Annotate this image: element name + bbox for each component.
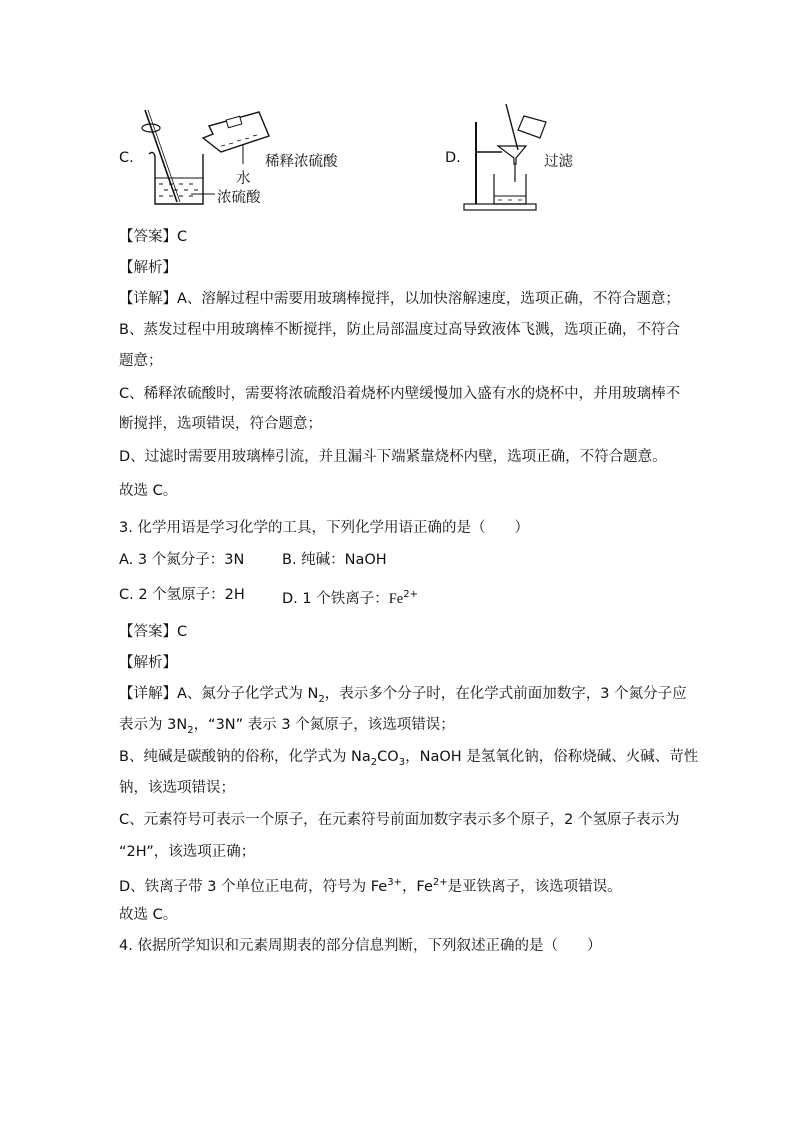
q2-conclusion: 故选 C。 — [119, 483, 178, 499]
q3-option-d — [282, 585, 418, 609]
q2-detail-b-line1: B、蒸发过程中用玻璃棒不断搅拌，防止局部温度过高导致液体飞溅，选项正确，不符合 — [119, 322, 680, 338]
q3-detail-a2-subscript: 2 — [187, 724, 194, 736]
q4-stem: 4. 依据所学知识和元素周期表的部分信息判断，下列叙述正确的是（ ） — [119, 938, 602, 954]
q3-detail-c-line1: C、元素符号可表示一个原子，在元素符号前面加数字表示多个原子，2 个氢原子表示为 — [119, 812, 680, 828]
q3-detail-b-co: CO — [377, 749, 399, 765]
water-label: 水 — [236, 171, 251, 187]
figure-c-option: C. — [119, 150, 134, 166]
q3-detail-a2-text: 表示为 3N — [119, 717, 188, 733]
q3-detail-a-line2 — [119, 715, 455, 741]
q3-detail-a-text: 【详解】A、氮分子化学式为 N — [119, 686, 319, 702]
q3-detail-d-charge-1: 3+ — [387, 877, 402, 888]
q2-detail-b-line2: 题意； — [119, 353, 163, 369]
q3-option-d-prefix: D. 1 个铁离子： — [282, 590, 389, 607]
q3-detail-a-subscript: 2 — [318, 693, 325, 705]
q3-answer: 【答案】C — [119, 624, 188, 640]
q3-detail-d-charge-2: 2+ — [432, 877, 448, 888]
q3-detail-b-subscript-1: 2 — [370, 756, 378, 768]
q3-detail-b-line2: 钠，该选项错误； — [119, 780, 235, 796]
q2-detail-c-line2: 断搅拌，选项错误，符合题意； — [119, 416, 322, 432]
q3-option-d-charge: 2+ — [403, 589, 418, 600]
figure-c-caption: 稀释浓硫酸 — [265, 154, 338, 170]
q3-detail-a2-text-end: ，“3N” 表示 3 个氮原子，该选项错误； — [193, 717, 455, 733]
q3-detail-d-text-end: 是亚铁离子，该选项错误。 — [447, 878, 622, 895]
q3-analysis-heading: 【解析】 — [119, 655, 177, 671]
figure-d-option: D. — [445, 150, 461, 166]
q2-detail-c-line1: C、稀释浓硫酸时，需要将浓硫酸沿着烧杯内壁缓慢加入盛有水的烧杯中，并用玻璃棒不 — [119, 386, 681, 402]
q3-detail-d-text: D、铁离子带 3 个单位正电荷，符号为 Fe — [119, 878, 388, 895]
q2-analysis-heading: 【解析】 — [119, 260, 177, 276]
q3-detail-a-text-end: ，表示多个分子时，在化学式前面加数字，3 个氮分子应 — [324, 686, 687, 702]
q3-option-b: B. 纯碱：NaOH — [282, 552, 387, 568]
q3-detail-b-text-end: ，NaOH 是氢氧化钠，俗称烧碱、火碱、苛性 — [405, 749, 699, 765]
q3-detail-b-line1 — [119, 747, 698, 773]
q3-option-a: A. 3 个氮分子：3N — [119, 552, 245, 568]
q3-detail-d — [119, 873, 622, 897]
q3-detail-d-fe: ，Fe — [401, 878, 433, 895]
concentrated-acid-label: 浓硫酸 — [217, 190, 261, 206]
figure-d-caption: 过滤 — [544, 154, 573, 170]
q3-detail-c-line2: “2H”，该选项正确； — [119, 844, 256, 860]
q3-option-d-symbol: Fe — [388, 590, 404, 607]
q2-detail-a: 【详解】A、溶解过程中需要用玻璃棒搅拌，以加快溶解速度，选项正确，不符合题意； — [119, 291, 680, 307]
q3-conclusion: 故选 C。 — [119, 907, 178, 923]
q3-detail-a-line1 — [119, 684, 687, 710]
q3-detail-b-text: B、纯碱是碳酸钠的俗称，化学式为 Na — [119, 749, 371, 765]
q3-stem: 3. 化学用语是学习化学的工具，下列化学用语正确的是（ ） — [119, 520, 529, 536]
q3-option-c: C. 2 个氢原子：2H — [119, 587, 245, 603]
q2-detail-d: D、过滤时需要用玻璃棒引流，并且漏斗下端紧靠烧杯内壁，选项正确，不符合题意。 — [119, 449, 667, 465]
q3-detail-b-subscript-2: 3 — [398, 756, 406, 768]
q2-answer: 【答案】C — [119, 229, 188, 245]
